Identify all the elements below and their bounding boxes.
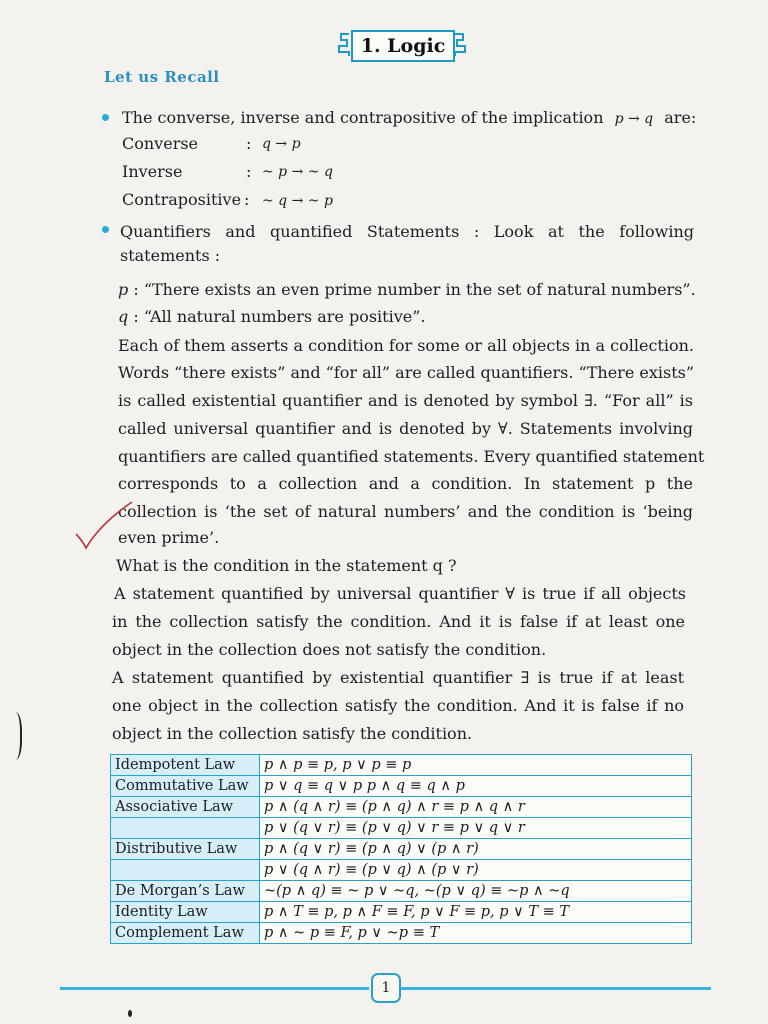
section-heading: Let us Recall	[104, 68, 220, 86]
body-line: called universal quantifier and is denoted by ∀. Statements involving	[118, 419, 693, 438]
p-text: : “There exists an even prime number in the set of natural numbers”.	[133, 280, 696, 299]
body-line: A statement quantified by universal quantifier ∀ is true if all objects	[114, 584, 686, 603]
table-row	[111, 797, 692, 818]
law-formula: p ∧ T ≡ p, p ∧ F ≡ F, p ∨ F ≡ p, p ∨ T ≡ T	[260, 902, 692, 923]
margin-bracket-mark	[6, 712, 22, 760]
law-name: Associative Law	[111, 797, 260, 818]
table-row	[111, 755, 692, 776]
implication-expr: p → q	[614, 111, 654, 127]
table-row	[111, 881, 692, 902]
table-row	[111, 860, 692, 881]
bullet1-intro	[122, 108, 697, 129]
inverse-value: ~ p → ~ q	[262, 164, 333, 180]
law-formula: p ∨ q ≡ q ∨ p p ∧ q ≡ q ∧ p	[260, 776, 692, 797]
body-line: Each of them asserts a condition for some or all objects in a collection.	[118, 336, 694, 355]
contrapositive-label: Contrapositive	[122, 190, 242, 209]
chapter-title: 1. Logic	[351, 30, 455, 62]
body-line: is called existential quantifier and is denoted by symbol ∃. “For all” is	[118, 391, 693, 410]
converse-label: Converse	[122, 134, 199, 153]
body-line: corresponds to a collection and a condition. In statement p the	[118, 474, 693, 493]
contrapositive-sep: :	[244, 190, 250, 209]
law-formula: p ∨ (q ∧ r) ≡ (p ∨ q) ∧ (p ∨ r)	[260, 860, 692, 881]
table-row	[111, 776, 692, 797]
body-line: in the collection satisfy the condition. And it is false if at least one	[112, 612, 685, 631]
statements-word: statements :	[120, 246, 221, 265]
law-name: Commutative Law	[111, 776, 260, 797]
inverse-label: Inverse	[122, 162, 183, 181]
statement-p	[118, 280, 696, 300]
converse-sep: :	[246, 134, 252, 153]
q-text: : “All natural numbers are positive”.	[133, 307, 426, 326]
law-formula: p ∧ (q ∨ r) ≡ (p ∧ q) ∨ (p ∧ r)	[260, 839, 692, 860]
law-formula: p ∧ p ≡ p, p ∨ p ≡ p	[260, 755, 692, 776]
chapter-header	[337, 26, 467, 64]
law-name: Complement Law	[111, 923, 260, 944]
page-number: 1	[371, 973, 401, 1003]
bullet-dot-icon	[102, 114, 109, 121]
converse-value: q → p	[262, 136, 301, 152]
law-name: De Morgan’s Law	[111, 881, 260, 902]
table-row	[111, 839, 692, 860]
body-line: object in the collection satisfy the condition.	[112, 724, 473, 743]
body-line: quantifiers are called quantified statements. Every quantified statement	[118, 447, 705, 466]
table-row	[111, 902, 692, 923]
ink-dot-mark	[128, 1010, 132, 1017]
body-line: collection is ‘the set of natural numbers’ and the condition is ‘being	[118, 502, 693, 521]
body-line: one object in the collection satisfy the condition. And it is false if no	[112, 696, 684, 715]
body-line: Words “there exists” and “for all” are called quantifiers. “There exists”	[118, 363, 695, 382]
bullet1-intro-text: The converse, inverse and contrapositive of the implication	[122, 108, 604, 127]
statement-q	[118, 307, 425, 327]
logic-laws-table	[110, 754, 692, 944]
bullet-dot-icon	[102, 226, 109, 233]
law-name: Identity Law	[111, 902, 260, 923]
law-name: Distributive Law	[111, 839, 260, 860]
right-ornament-icon	[453, 32, 467, 58]
contrapositive-value: ~ q → ~ p	[262, 193, 333, 209]
handwritten-check-icon	[74, 496, 134, 552]
bullet1-intro-end: are:	[664, 108, 697, 127]
law-name	[111, 860, 260, 881]
table-row	[111, 818, 692, 839]
table-row	[111, 923, 692, 944]
body-line: object in the collection does not satisfy the condition.	[112, 640, 547, 659]
p-symbol: p	[118, 280, 129, 299]
quantifiers-heading-line: Quantifiers and quantified Statements : Look at the following	[120, 222, 694, 241]
law-name: Idempotent Law	[111, 755, 260, 776]
law-formula: p ∧ ~ p ≡ F, p ∨ ~p ≡ T	[260, 923, 692, 944]
left-ornament-icon	[337, 32, 351, 58]
body-line: even prime’.	[118, 528, 220, 547]
law-formula: ~(p ∧ q) ≡ ~ p ∨ ~q, ~(p ∨ q) ≡ ~p ∧ ~q	[260, 881, 692, 902]
law-formula: p ∨ (q ∨ r) ≡ (p ∨ q) ∨ r ≡ p ∨ q ∨ r	[260, 818, 692, 839]
inverse-sep: :	[246, 162, 252, 181]
footer-rule-right	[401, 987, 711, 990]
question-line: What is the condition in the statement q ?	[116, 556, 457, 575]
law-formula: p ∧ (q ∧ r) ≡ (p ∧ q) ∧ r ≡ p ∧ q ∧ r	[260, 797, 692, 818]
q-symbol: q	[118, 307, 129, 326]
law-name	[111, 818, 260, 839]
body-line: A statement quantified by existential quantifier ∃ is true if at least	[112, 668, 684, 687]
footer-rule-left	[60, 987, 369, 990]
